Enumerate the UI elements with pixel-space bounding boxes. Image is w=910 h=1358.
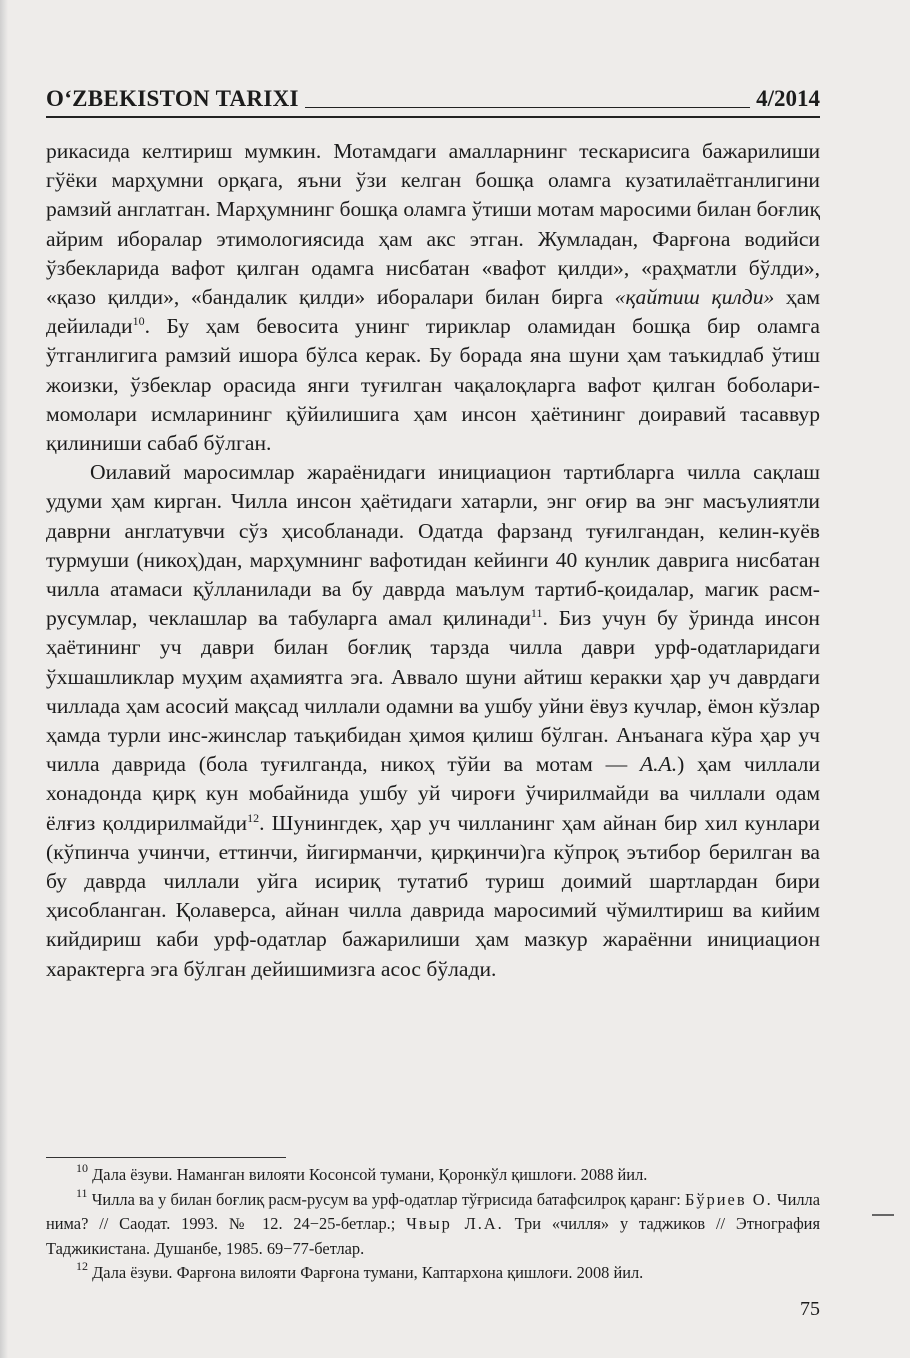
footnote-author-spaced: Чвыр Л.А. — [406, 1214, 504, 1233]
footnotes — [46, 1163, 820, 1286]
footnote-text: Дала ёзуви. Наманган вилояти Косонсой тумани, Қоронкўл қишлоғи. 2088 йил. — [92, 1165, 648, 1184]
footnote-11 — [46, 1185, 820, 1262]
journal-title: O‘ZBEKISTON TARIXI — [46, 86, 299, 111]
running-header — [46, 80, 820, 110]
footnote-text: Чилла ва у билан боғлиқ расм-русум ва урф-одатлар тўғрисида батафсилроқ қаранг: — [91, 1189, 685, 1209]
header-rule — [305, 107, 750, 108]
footnote-12 — [46, 1261, 820, 1286]
footnote-text: Дала ёзуви. Фарғона вилояти Фарғона тумани, Каптархона қишлоғи. 2008 йил. — [92, 1263, 644, 1282]
page-edge-shadow — [0, 0, 8, 1358]
italic-author-initials: А.А. — [639, 752, 678, 777]
footnote-number: 12 — [76, 1259, 88, 1273]
margin-mark — [872, 1214, 894, 1216]
paragraph-2-text-a: Оилавий маросимлар жараёнидаги инициацион тартибларга чилла сақлаш удуми ҳам кирган. Чилла инсон ҳаётидаги хатарли, энг оғир ва энг масъулиятли даврни англатувчи сўз ҳисобланади. Одатда фарзанд туғилгандан, келин-куёв турмуши (никоҳ)дан, марҳумнинг вафотидан кейинги 40 кунлик даврига нисбатан чилла атамаси қўлланилади ва бу даврда маълум тартиб-қоидалар, магик расм-русумлар, чеклашлар ва табуларга амал қилинади — [46, 460, 820, 631]
page-number: 75 — [800, 1298, 820, 1320]
paragraph-2 — [46, 458, 820, 984]
paragraph-2-text-d: . Шунингдек, ҳар уч чилланинг ҳам айнан бир хил кунлари (кўпинча учинчи, еттинчи, йигирманчи, қирқинчи)га кўпроқ эътибор берилган ва бу даврда чиллали уйга исириқ тутатиб туриш доимий шартлардан бири ҳисобланган. Қолаверса, айнан чилла даврида маросимий чўмилтириш ва кийим кийдириш каби урф-одатлар бажарилиши ҳам мазкур жараённи инициацион характерга эга бўлган дейишимизга асос бўлади. — [46, 810, 820, 981]
paragraph-1-text-c: . Бу ҳам бевосита унинг тириклар оламидан бошқа бир оламга ўтганлигига рамзий ишора бўлса керак. Бу борада яна шуни ҳам таъкидлаб ўтиш жоизки, ўзбеклар орасида янги туғилган чақалоқларга вафот қилган боболари-момолари исмларининг қўйилишига ҳам инсон ҳаётининг доиравий тасаввур қилиниши сабаб бўлган. — [46, 314, 820, 456]
footnote-10 — [46, 1163, 820, 1188]
footnote-ref-11[interactable]: 11 — [530, 606, 543, 621]
footnote-number: 11 — [76, 1185, 88, 1200]
paragraph-1 — [46, 137, 820, 458]
footnote-separator — [46, 1157, 286, 1158]
italic-term-qaytish-qildi: «қайтиш қилди» — [614, 285, 775, 310]
footnote-ref-10[interactable]: 10 — [132, 314, 145, 329]
footnote-text: Три «чилля» у таджиков // Этнография Таджикистана. Душанбе, 1985. 69−77-бетлар. — [46, 1214, 820, 1258]
issue-number: 4/2014 — [756, 86, 820, 111]
footnote-author-spaced: Бўриев О. — [684, 1189, 773, 1209]
footnote-number: 10 — [76, 1161, 88, 1175]
paragraph-2-text-c: ) ҳам чиллали хонадонда қирқ кун мобайнида ушбу уй чироғи ўчирилмайди ва чиллали одам ёлғиз қолдирилмайди — [46, 752, 820, 835]
header-divider — [46, 116, 820, 118]
paragraph-1-text-a: рикасида келтириш мумкин. Мотамдаги амалларнинг тескарисига бажарилиши гўёки марҳумни орқага, яъни ўзи келган бошқа оламга кузатилаётганлигини рамзий англатган. Марҳумнинг бошқа оламга ўтиши мотам маросими билан боғлиқ айрим иборалар этимологиясида ҳам акс этган. Жумладан, Фарғона водийси ўзбекларида вафот қилган одамга нисбатан «вафот қилди», «раҳматли бўлди», «қазо қилди», «бандалик қилди» иборалари билан бирга — [46, 139, 820, 310]
paragraph-1-text-b: ҳам дейилади — [46, 285, 820, 339]
paragraph-2-text-b: . Биз учун бу ўринда инсон ҳаётининг уч даври билан боғлиқ тарзда чилла даври урф-одатларидаги ўхшашликлар муҳим аҳамиятга эга. Аввало шуни айтиш керакки ҳар уч даврдаги чиллада ҳам асосий мақсад чиллали одамни ва ушбу уйни ёвуз кучлар, ёмон кўзлар ҳамда турли инс-жинслар таъқибидан ҳимоя қилиш бўлган. Анъанага кўра ҳар уч чилла даврида (бола туғилганда, никоҳ тўйи ва мотам — — [46, 606, 820, 777]
main-text — [46, 137, 820, 984]
footnote-text: Чилла нима? // Саодат. 1993. № 12. 24−25-бетлар.; — [46, 1189, 820, 1233]
footnote-ref-12[interactable]: 12 — [247, 810, 260, 825]
